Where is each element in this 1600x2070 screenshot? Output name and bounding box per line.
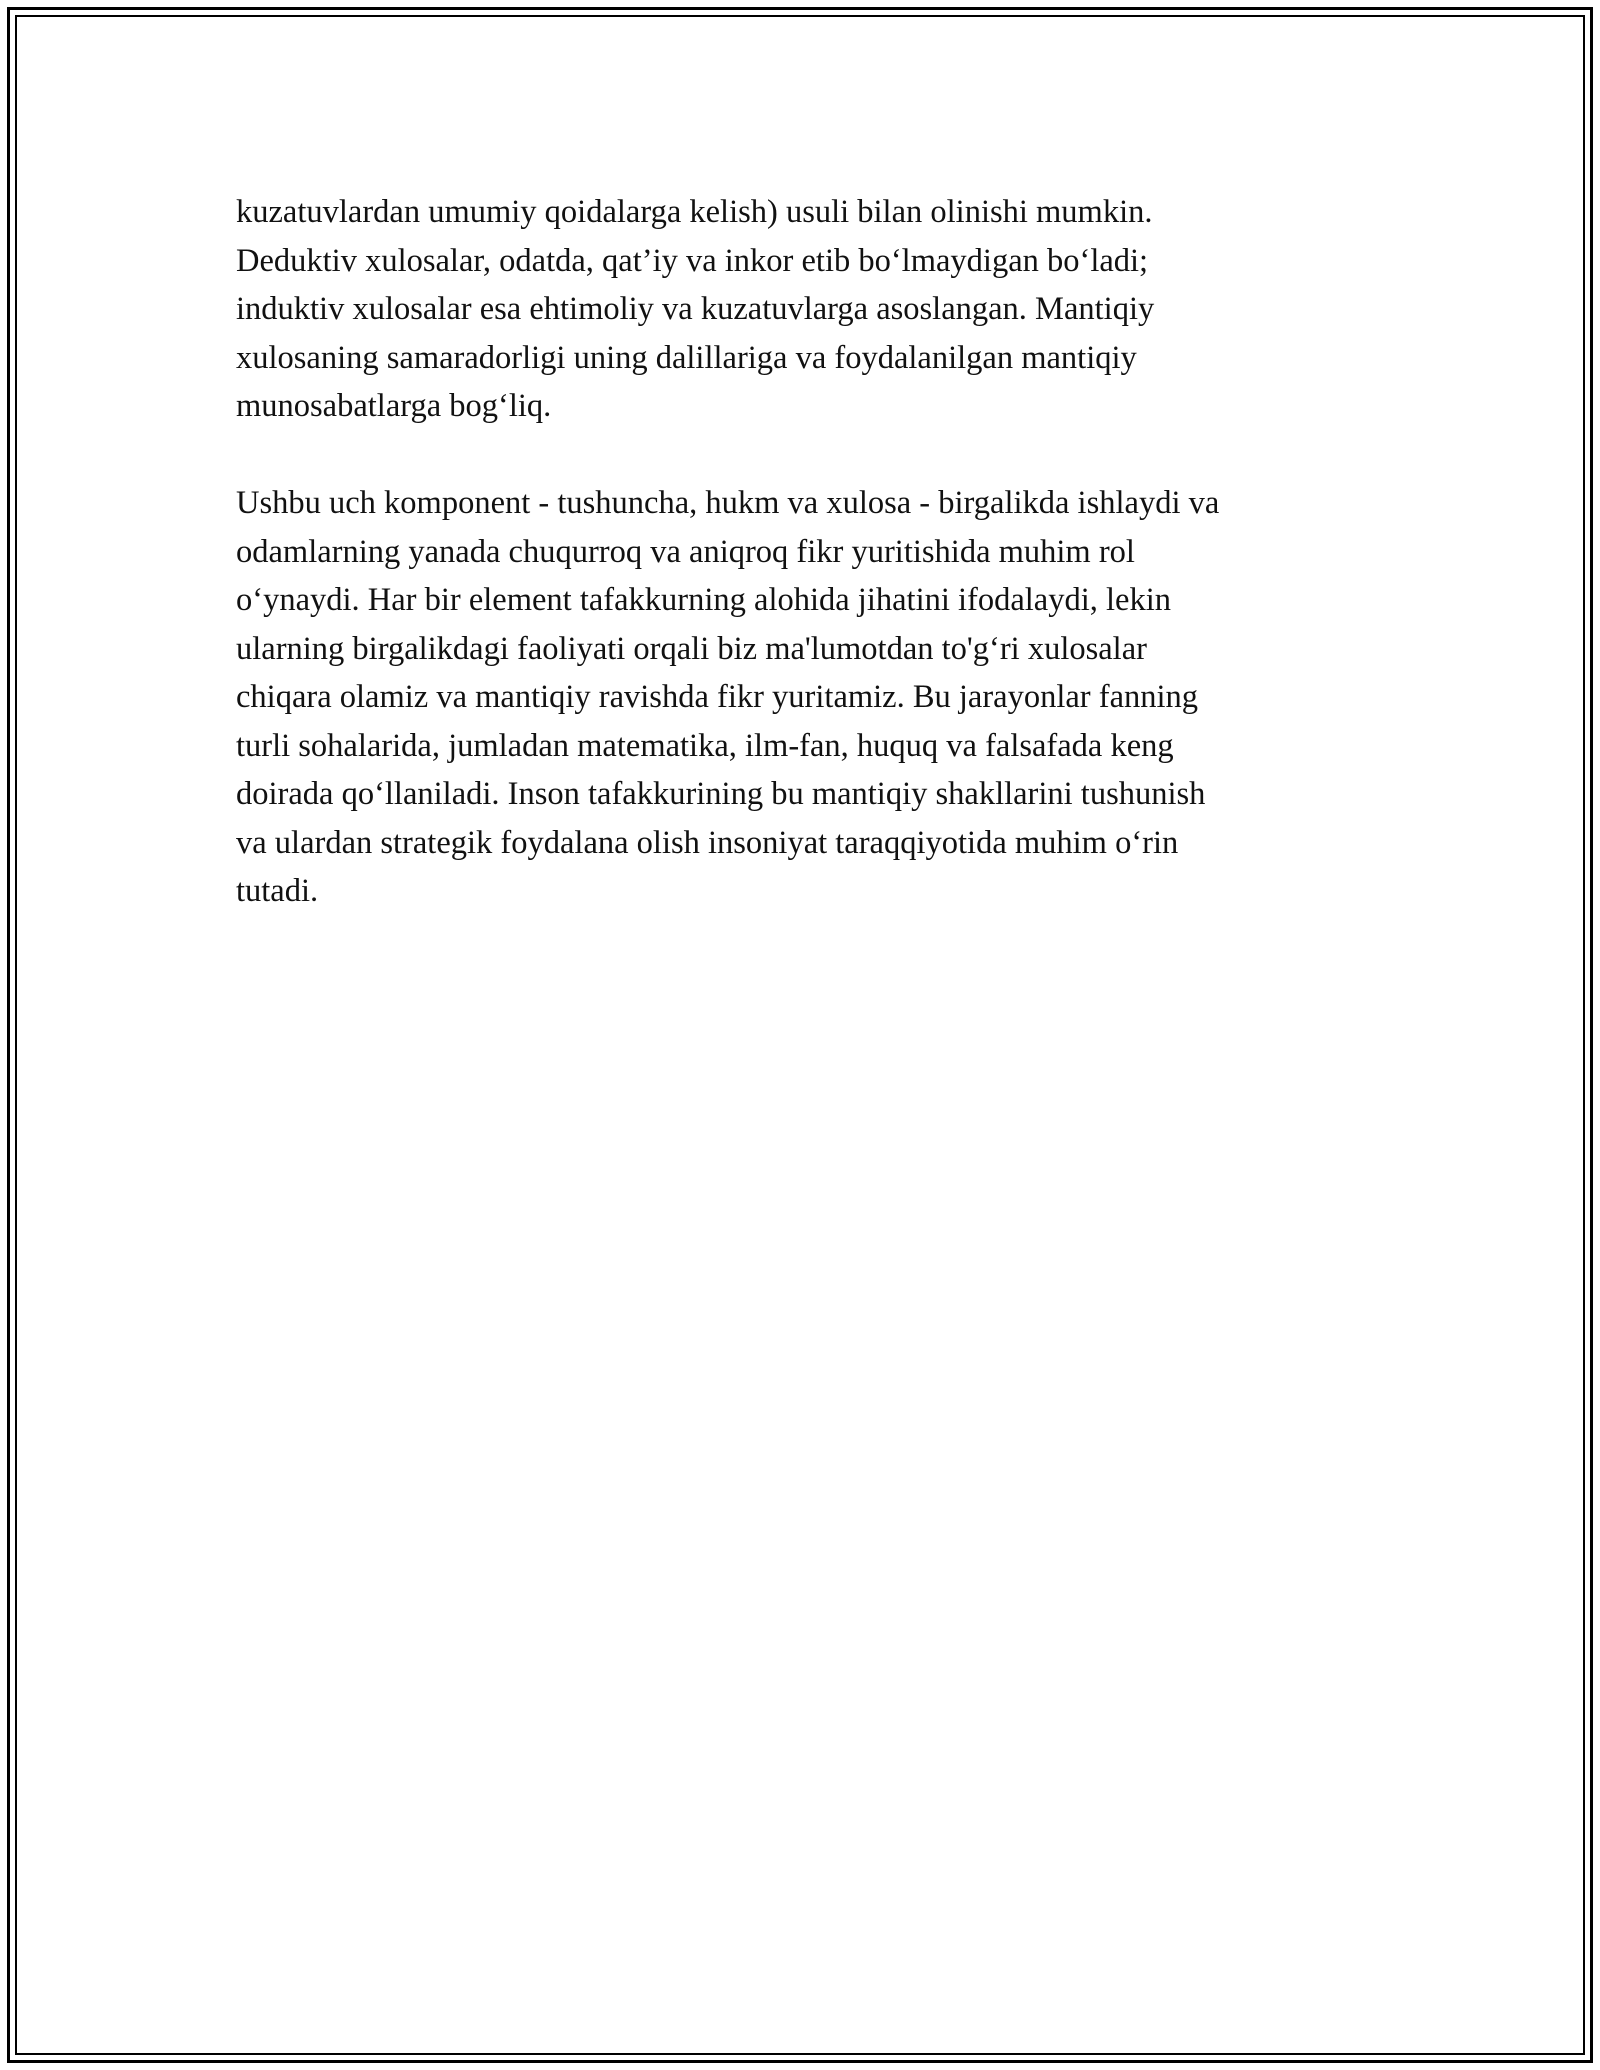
paragraph-spacer	[236, 431, 1366, 480]
paragraph-1	[236, 188, 1366, 431]
text-line: chiqara olamiz va mantiqiy ravishda fikr yuritamiz. Bu jarayonlar fanning	[236, 679, 1199, 715]
text-line: o‘ynaydi. Har bir element tafakkurning alohida jihatini ifodalaydi, lekin	[236, 582, 1171, 618]
text-line: munosabatlarga bog‘liq.	[236, 388, 552, 424]
paragraph-2	[236, 479, 1366, 916]
text-line: Deduktiv xulosalar, odatda, qat’iy va inkor etib bo‘lmaydigan bo‘ladi;	[236, 242, 1149, 279]
text-line: ularning birgalikdagi faoliyati orqali biz ma'lumotdan to'g‘ri xulosalar	[236, 630, 1147, 667]
page-content	[236, 188, 1366, 916]
text-line: induktiv xulosalar esa ehtimoliy va kuzatuvlarga asoslangan. Mantiqiy	[236, 291, 1155, 327]
text-line: turli sohalarida, jumladan matematika, ilm-fan, huquq va falsafada keng	[236, 727, 1174, 764]
text-line: Ushbu uch komponent - tushuncha, hukm va xulosa - birgalikda ishlaydi va	[236, 485, 1220, 521]
text-line: doirada qo‘llaniladi. Inson tafakkurining bu mantiqiy shakllarini tushunish	[236, 776, 1206, 812]
text-line: xulosaning samaradorligi uning dalillariga va foydalanilgan mantiqiy	[236, 339, 1137, 376]
text-line: odamlarning yanada chuqurroq va aniqroq fikr yuritishida muhim rol	[236, 533, 1135, 570]
text-line: va ulardan strategik foydalana olish insoniyat taraqqiyotida muhim o‘rin	[236, 824, 1179, 861]
text-line: kuzatuvlardan umumiy qoidalarga kelish) usuli bilan olinishi mumkin.	[236, 194, 1153, 230]
text-line: tutadi.	[236, 873, 319, 909]
